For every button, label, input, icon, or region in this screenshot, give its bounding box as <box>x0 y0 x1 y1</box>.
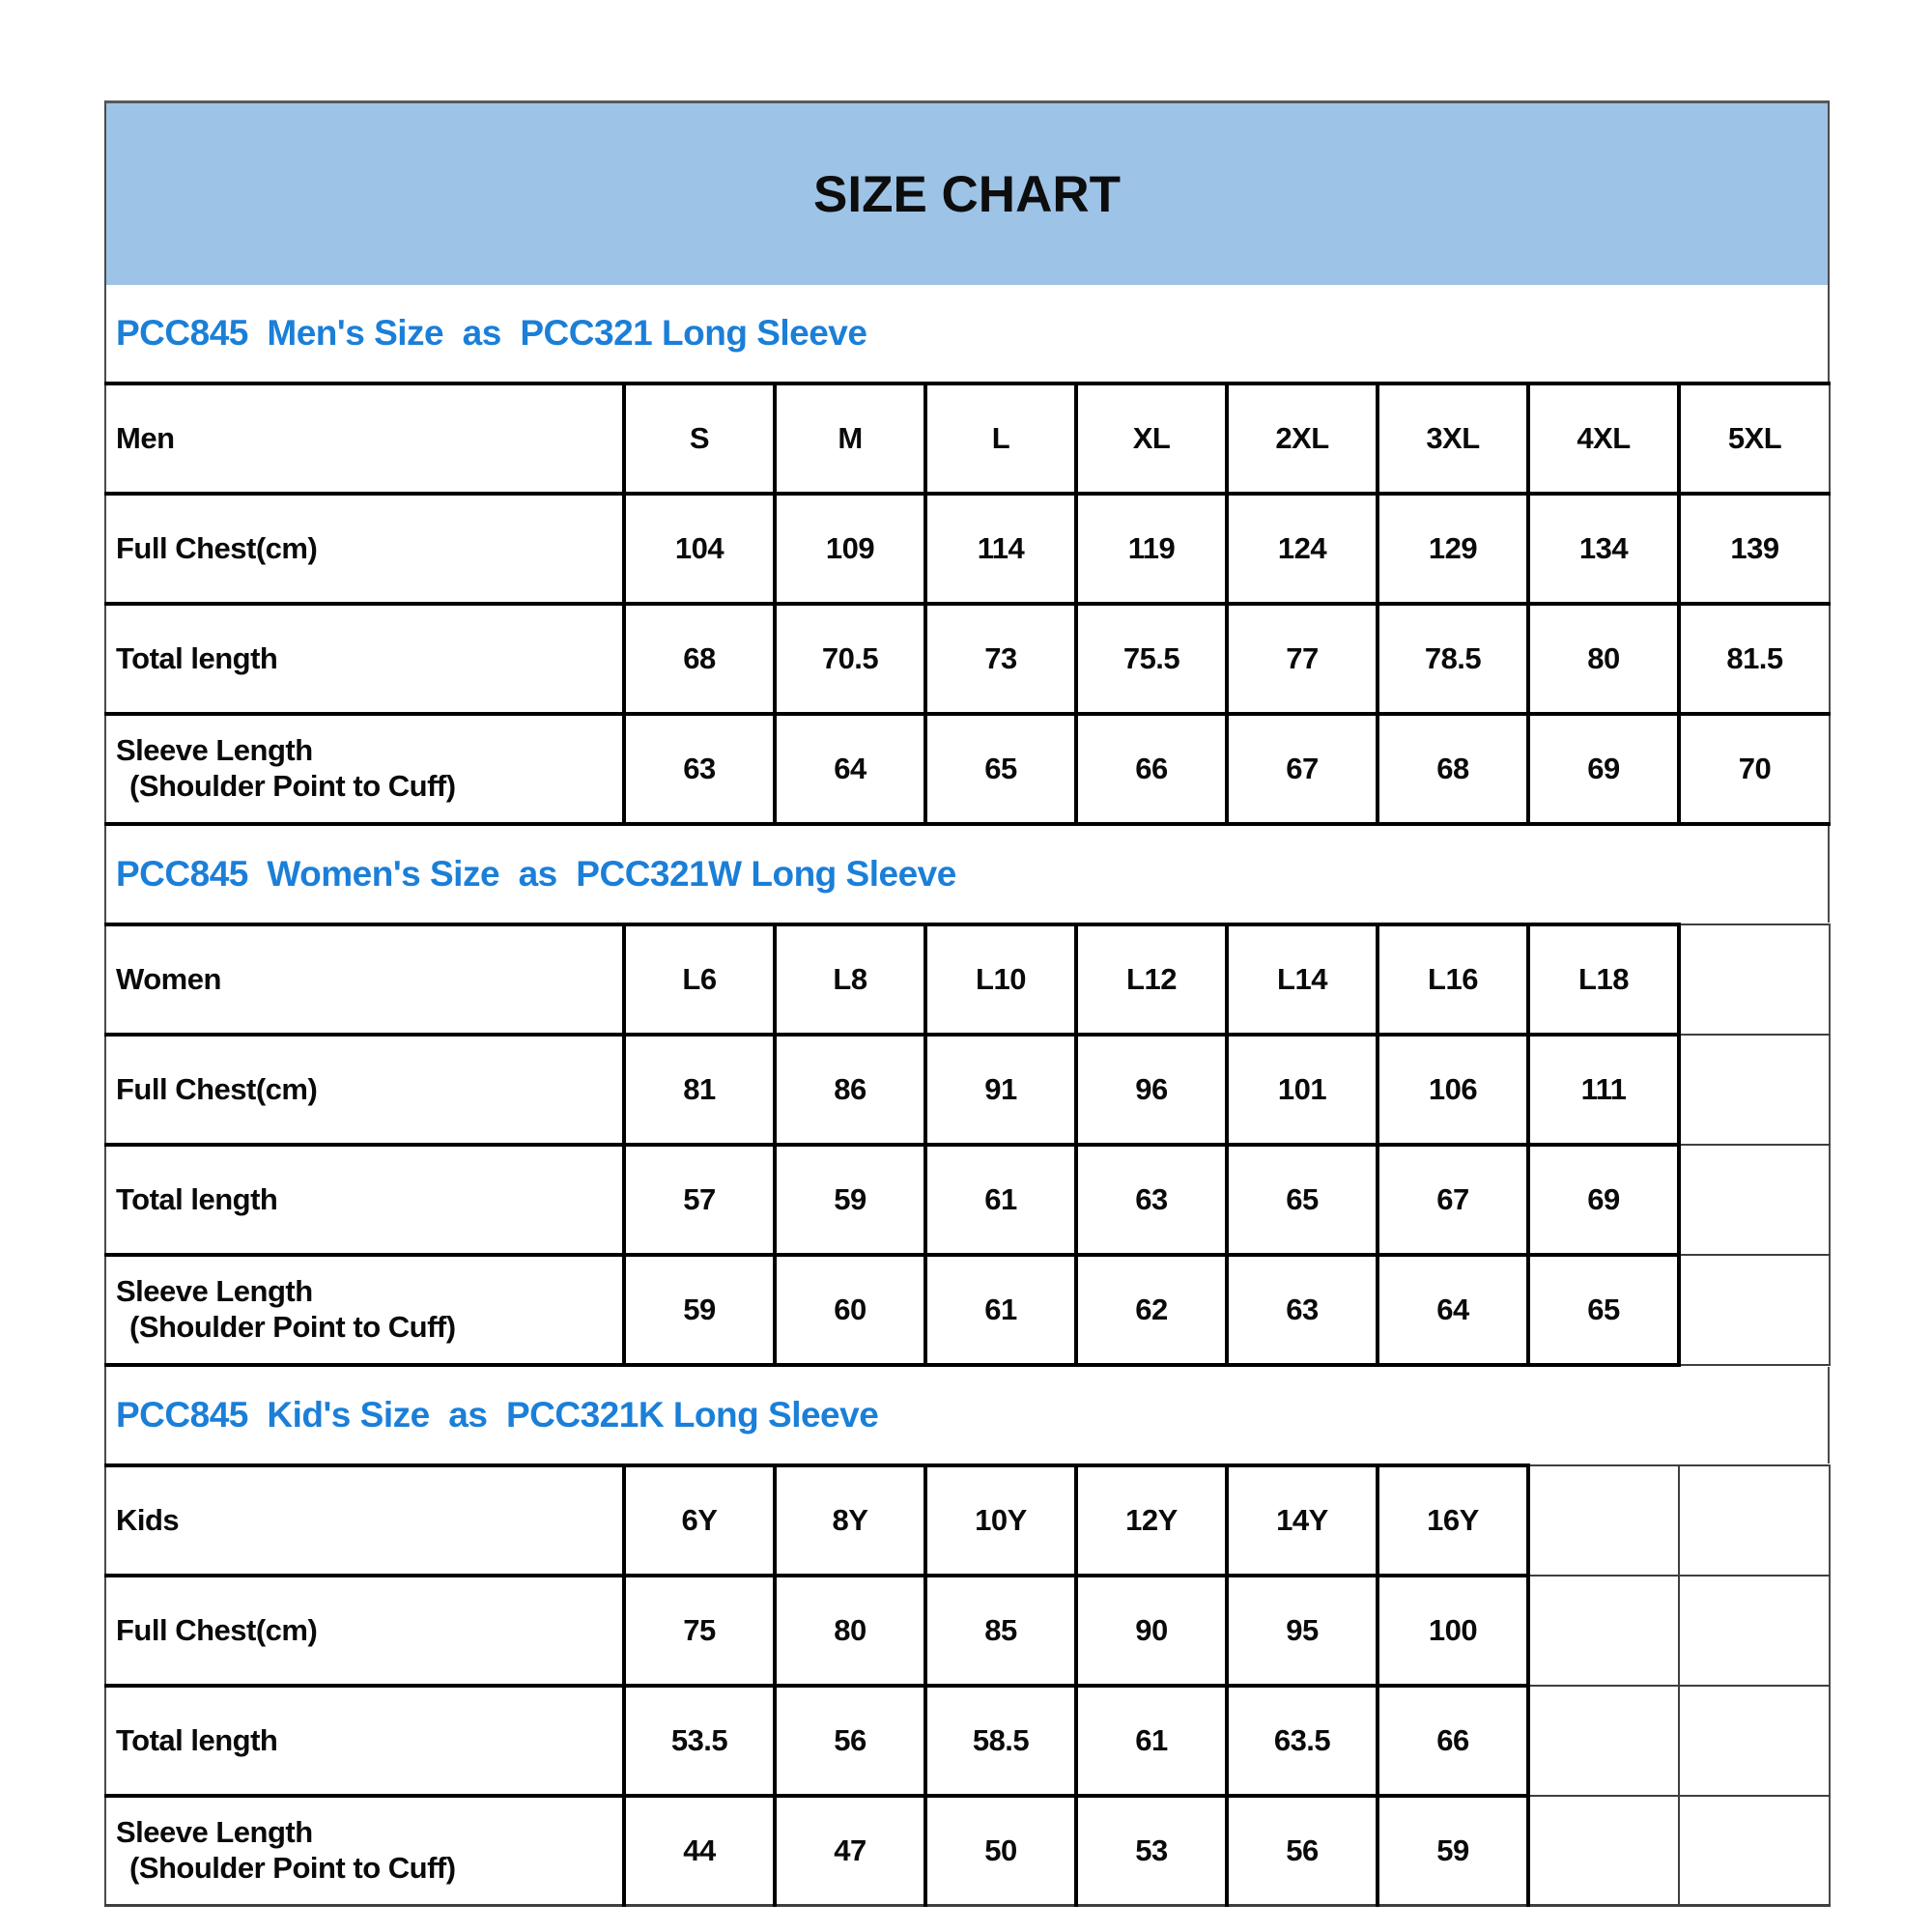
men-value-cell: 104 <box>624 494 775 604</box>
women-value-cell: 65 <box>1528 1255 1679 1365</box>
men-size-3XL: 3XL <box>1378 384 1528 494</box>
kids-value-cell: 44 <box>624 1796 775 1906</box>
women-row-label: Full Chest(cm) <box>105 1035 624 1145</box>
kids-row-3 <box>105 1796 1830 1906</box>
women-value-cell: 65 <box>1227 1145 1378 1255</box>
men-size-5XL: 5XL <box>1679 384 1830 494</box>
men-value-cell: 129 <box>1378 494 1528 604</box>
kids-size-14Y: 14Y <box>1227 1465 1378 1576</box>
women-value-cell: 63 <box>1076 1145 1227 1255</box>
women-size-L10: L10 <box>925 924 1076 1035</box>
kids-row-label: Full Chest(cm) <box>105 1576 624 1686</box>
kids-value-cell: 58.5 <box>925 1686 1076 1796</box>
kids-header-row <box>105 1465 1830 1576</box>
men-size-L: L <box>925 384 1076 494</box>
women-header-row <box>105 924 1830 1035</box>
kids-empty-cell <box>1528 1796 1679 1906</box>
women-value-cell: 86 <box>775 1035 925 1145</box>
men-value-cell: 124 <box>1227 494 1378 604</box>
women-row-label-line2: (Shoulder Point to Cuff) <box>129 1310 456 1344</box>
men-value-cell: 80 <box>1528 604 1679 714</box>
kids-value-cell: 53.5 <box>624 1686 775 1796</box>
page-title: SIZE CHART <box>813 165 1121 223</box>
kids-value-cell: 56 <box>1227 1796 1378 1906</box>
kids-value-cell: 75 <box>624 1576 775 1686</box>
kids-row-2 <box>105 1686 1830 1796</box>
women-size-L8: L8 <box>775 924 925 1035</box>
men-value-cell: 65 <box>925 714 1076 824</box>
men-value-cell: 134 <box>1528 494 1679 604</box>
size-chart-sheet <box>104 100 1830 1907</box>
women-value-cell: 64 <box>1378 1255 1528 1365</box>
kids-value-cell: 61 <box>1076 1686 1227 1796</box>
kids-value-cell: 47 <box>775 1796 925 1906</box>
size-table-men <box>104 382 1831 826</box>
kids-empty-cell <box>1679 1576 1830 1686</box>
kids-value-cell: 80 <box>775 1576 925 1686</box>
women-size-L6: L6 <box>624 924 775 1035</box>
women-size-L18: L18 <box>1528 924 1679 1035</box>
size-chart-sections <box>104 285 1830 1907</box>
kids-size-8Y: 8Y <box>775 1465 925 1576</box>
women-value-cell: 57 <box>624 1145 775 1255</box>
men-value-cell: 109 <box>775 494 925 604</box>
women-value-cell: 61 <box>925 1255 1076 1365</box>
men-value-cell: 75.5 <box>1076 604 1227 714</box>
men-row-label-line2: (Shoulder Point to Cuff) <box>129 769 456 803</box>
kids-row-label: Sleeve Length (Shoulder Point to Cuff) <box>105 1796 624 1906</box>
women-value-cell: 59 <box>624 1255 775 1365</box>
men-value-cell: 68 <box>624 604 775 714</box>
kids-empty-cell <box>1679 1686 1830 1796</box>
men-value-cell: 139 <box>1679 494 1830 604</box>
kids-header-label: Kids <box>105 1465 624 1576</box>
section-title-women: PCC845 Women's Size as PCC321W Long Sleeve <box>104 826 1830 923</box>
kids-empty-cell <box>1679 1796 1830 1906</box>
men-size-S: S <box>624 384 775 494</box>
kids-value-cell: 50 <box>925 1796 1076 1906</box>
men-value-cell: 119 <box>1076 494 1227 604</box>
men-size-2XL: 2XL <box>1227 384 1378 494</box>
women-value-cell: 60 <box>775 1255 925 1365</box>
men-row-3 <box>105 714 1830 824</box>
section-title-men: PCC845 Men's Size as PCC321 Long Sleeve <box>104 285 1830 382</box>
women-row-label: Sleeve Length (Shoulder Point to Cuff) <box>105 1255 624 1365</box>
kids-value-cell: 53 <box>1076 1796 1227 1906</box>
men-value-cell: 77 <box>1227 604 1378 714</box>
men-size-M: M <box>775 384 925 494</box>
kids-row-1 <box>105 1576 1830 1686</box>
women-size-L16: L16 <box>1378 924 1528 1035</box>
men-size-XL: XL <box>1076 384 1227 494</box>
women-value-cell: 81 <box>624 1035 775 1145</box>
size-table-women <box>104 923 1831 1367</box>
men-row-label: Total length <box>105 604 624 714</box>
women-value-cell: 106 <box>1378 1035 1528 1145</box>
kids-row-label-line2: (Shoulder Point to Cuff) <box>129 1851 456 1885</box>
men-value-cell: 66 <box>1076 714 1227 824</box>
men-row-2 <box>105 604 1830 714</box>
kids-size-10Y: 10Y <box>925 1465 1076 1576</box>
men-value-cell: 73 <box>925 604 1076 714</box>
men-value-cell: 67 <box>1227 714 1378 824</box>
kids-empty-cell <box>1528 1465 1679 1576</box>
kids-value-cell: 85 <box>925 1576 1076 1686</box>
men-value-cell: 81.5 <box>1679 604 1830 714</box>
women-row-2 <box>105 1145 1830 1255</box>
men-value-cell: 68 <box>1378 714 1528 824</box>
kids-empty-cell <box>1679 1465 1830 1576</box>
women-row-1 <box>105 1035 1830 1145</box>
men-value-cell: 63 <box>624 714 775 824</box>
kids-value-cell: 100 <box>1378 1576 1528 1686</box>
men-row-label: Full Chest(cm) <box>105 494 624 604</box>
size-chart-banner <box>104 100 1830 285</box>
women-value-cell: 96 <box>1076 1035 1227 1145</box>
kids-value-cell: 56 <box>775 1686 925 1796</box>
kids-value-cell: 66 <box>1378 1686 1528 1796</box>
kids-empty-cell <box>1528 1686 1679 1796</box>
men-header-label: Men <box>105 384 624 494</box>
men-row-label: Sleeve Length (Shoulder Point to Cuff) <box>105 714 624 824</box>
men-header-row <box>105 384 1830 494</box>
kids-row-label: Total length <box>105 1686 624 1796</box>
kids-size-6Y: 6Y <box>624 1465 775 1576</box>
men-row-1 <box>105 494 1830 604</box>
women-value-cell: 91 <box>925 1035 1076 1145</box>
women-empty-cell <box>1679 924 1830 1035</box>
kids-value-cell: 90 <box>1076 1576 1227 1686</box>
women-value-cell: 101 <box>1227 1035 1378 1145</box>
women-value-cell: 63 <box>1227 1255 1378 1365</box>
women-value-cell: 62 <box>1076 1255 1227 1365</box>
kids-size-12Y: 12Y <box>1076 1465 1227 1576</box>
men-value-cell: 114 <box>925 494 1076 604</box>
women-value-cell: 61 <box>925 1145 1076 1255</box>
women-size-L12: L12 <box>1076 924 1227 1035</box>
kids-value-cell: 95 <box>1227 1576 1378 1686</box>
section-title-kids: PCC845 Kid's Size as PCC321K Long Sleeve <box>104 1367 1830 1463</box>
men-value-cell: 69 <box>1528 714 1679 824</box>
kids-empty-cell <box>1528 1576 1679 1686</box>
women-header-label: Women <box>105 924 624 1035</box>
women-empty-cell <box>1679 1255 1830 1365</box>
men-value-cell: 70.5 <box>775 604 925 714</box>
kids-value-cell: 63.5 <box>1227 1686 1378 1796</box>
women-empty-cell <box>1679 1035 1830 1145</box>
women-value-cell: 59 <box>775 1145 925 1255</box>
women-value-cell: 111 <box>1528 1035 1679 1145</box>
women-size-L14: L14 <box>1227 924 1378 1035</box>
men-value-cell: 64 <box>775 714 925 824</box>
kids-size-16Y: 16Y <box>1378 1465 1528 1576</box>
kids-value-cell: 59 <box>1378 1796 1528 1906</box>
women-row-label: Total length <box>105 1145 624 1255</box>
women-value-cell: 69 <box>1528 1145 1679 1255</box>
women-empty-cell <box>1679 1145 1830 1255</box>
men-value-cell: 78.5 <box>1378 604 1528 714</box>
women-row-3 <box>105 1255 1830 1365</box>
size-table-kids <box>104 1463 1831 1907</box>
women-value-cell: 67 <box>1378 1145 1528 1255</box>
men-value-cell: 70 <box>1679 714 1830 824</box>
men-size-4XL: 4XL <box>1528 384 1679 494</box>
